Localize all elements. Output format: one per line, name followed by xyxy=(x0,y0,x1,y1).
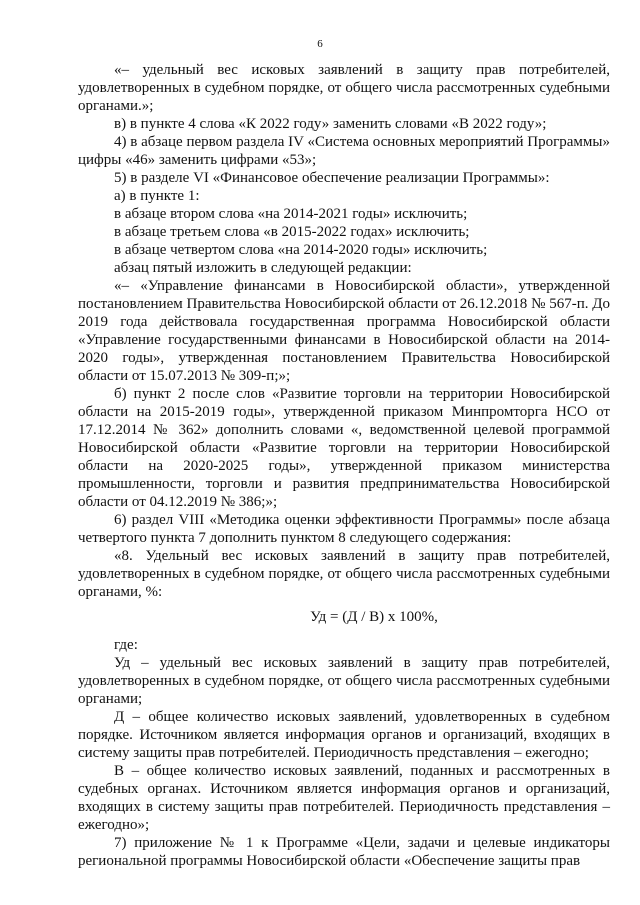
paragraph-1: «– удельный вес исковых заявлений в защиту прав потребителей, удовлетворенных в судебном порядке, от общего числа рассмотренных судебными органами.»; xyxy=(78,62,610,114)
paragraph-8: в абзаце четвертом слова «на 2014-2020 годы» исключить; xyxy=(114,242,488,258)
paragraph-11: б) пункт 2 после слов «Развитие торговли на территории Новосибирской области на 2015-2019 годы», утвержденной приказом Минпромторга НСО от 17.12.2014 № 362» дополнить словами «, ведомственной целевой программой Новосибирской области «Развитие торговли на территории Новосибирской области на 2020-2025 годы», утвержденной приказом министерства промышленности, торговли и развития предпринимательства Новосибирской области от 04.12.2019 № 386;»; xyxy=(78,386,610,510)
paragraph-2: в) в пункте 4 слова «К 2022 году» заменить словами «В 2022 году»; xyxy=(114,116,547,132)
where-label: где: xyxy=(114,637,138,653)
paragraph-13: «8. Удельный вес исковых заявлений в защиту прав потребителей, удовлетворенных в судебном порядке, от общего числа рассмотренных судебными органами, %: xyxy=(78,548,610,600)
document-body xyxy=(78,61,610,870)
page-number: 6 xyxy=(317,38,323,50)
definition-v: В – общее количество исковых заявлений, поданных и рассмотренных в судебных органах. Источником является информация органов и организаций, входящих в систему защиты прав потребителей. Периодичность представления – ежегодно»; xyxy=(78,763,610,833)
paragraph-6: в абзаце втором слова «на 2014-2021 годы» исключить; xyxy=(114,206,468,222)
paragraph-3: 4) в абзаце первом раздела IV «Система основных мероприятий Программы» цифры «46» заменить цифрами «53»; xyxy=(78,134,610,168)
paragraph-7: в абзаце третьем слова «в 2015-2022 годах» исключить; xyxy=(114,224,470,240)
paragraph-5: а) в пункте 1: xyxy=(114,188,200,204)
paragraph-9: абзац пятый изложить в следующей редакции: xyxy=(114,260,412,276)
paragraph-appendix: 7) приложение № 1 к Программе «Цели, задачи и целевые индикаторы региональной программы Новосибирской области «Обеспечение защиты прав xyxy=(78,835,610,869)
formula: Уд = (Д / В) х 100%, xyxy=(310,609,438,625)
definition-ud: Уд – удельный вес исковых заявлений в защиту прав потребителей, удовлетворенных в судебном порядке, от общего числа рассмотренных судебными органами; xyxy=(78,655,610,707)
paragraph-4: 5) в разделе VI «Финансовое обеспечение реализации Программы»: xyxy=(114,170,550,186)
paragraph-12: 6) раздел VIII «Методика оценки эффективности Программы» после абзаца четвертого пункта 7 дополнить пунктом 8 следующего содержания: xyxy=(78,512,610,546)
definition-d: Д – общее количество исковых заявлений, удовлетворенных в судебном порядке. Источником является информация органов и организаций, входящих в систему защиты прав потребителей. Периодичность представления – ежегодно; xyxy=(78,709,610,761)
paragraph-10: «– «Управление финансами в Новосибирской области», утвержденной постановлением Правительства Новосибирской области от 26.12.2018 № 567-п. До 2019 года действовала государственная программа Новосибирской области «Управление государственными финансами в Новосибирской области на 2014-2020 годы», утвержденная постановлением Правительства Новосибирской области от 15.07.2013 № 309-п;»; xyxy=(78,278,610,384)
